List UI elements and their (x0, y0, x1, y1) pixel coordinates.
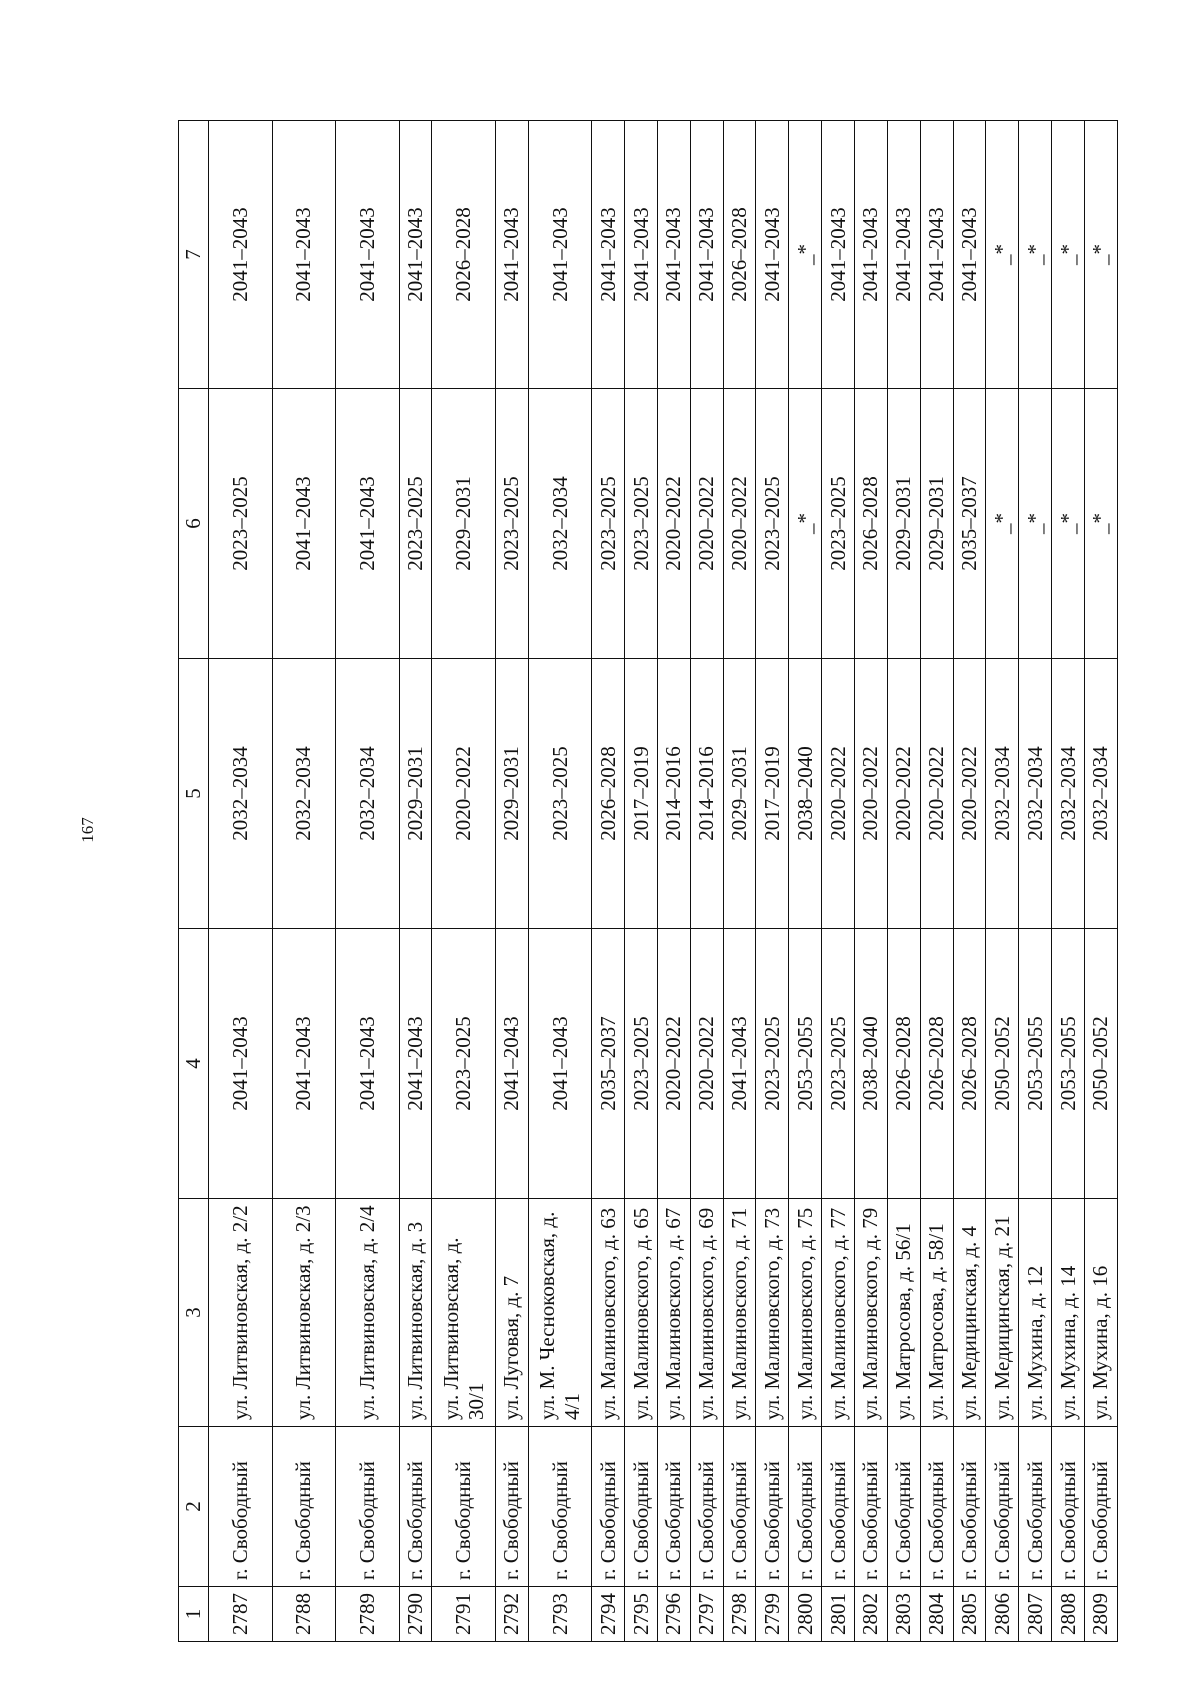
address-cell: ул. Малиновского, д. 63 (592, 1199, 625, 1427)
period-cell-4: 2041–2043 (336, 929, 400, 1199)
table-row (336, 121, 400, 1642)
city-cell: г. Свободный (272, 1427, 336, 1587)
table-row (887, 121, 920, 1642)
row-number-cell: 2790 (399, 1587, 432, 1642)
header-cell: 4 (179, 929, 209, 1199)
table-container (178, 121, 1118, 1642)
table-body (209, 121, 1118, 1642)
period-cell-5: 2020–2022 (855, 659, 888, 929)
table-row (723, 121, 756, 1642)
period-cell-7: 2026–2028 (432, 121, 496, 389)
table-row (1084, 121, 1117, 1642)
period-cell-5: 2032–2034 (209, 659, 273, 929)
row-number-cell: 2794 (592, 1587, 625, 1642)
period-cell-7: 2041–2043 (528, 121, 592, 389)
city-cell: г. Свободный (528, 1427, 592, 1587)
period-cell-4: 2050–2052 (1084, 929, 1117, 1199)
period-cell-4: 2026–2028 (920, 929, 953, 1199)
period-cell-4: 2053–2055 (789, 929, 822, 1199)
period-cell-7: _* (986, 121, 1019, 389)
period-cell-7: 2041–2043 (336, 121, 400, 389)
city-cell: г. Свободный (887, 1427, 920, 1587)
period-cell-4: 2023–2025 (432, 929, 496, 1199)
row-number-cell: 2799 (756, 1587, 789, 1642)
address-cell: ул. Малиновского, д. 77 (822, 1199, 855, 1427)
period-cell-5: 2032–2034 (1084, 659, 1117, 929)
period-cell-7: 2041–2043 (272, 121, 336, 389)
city-cell: г. Свободный (822, 1427, 855, 1587)
address-cell: ул. Литвиновская, д. 2/3 (272, 1199, 336, 1427)
row-number-cell: 2795 (625, 1587, 658, 1642)
period-cell-4: 2023–2025 (756, 929, 789, 1199)
header-cell: 7 (179, 121, 209, 389)
period-cell-7: 2041–2043 (690, 121, 723, 389)
city-cell: г. Свободный (690, 1427, 723, 1587)
period-cell-4: 2026–2028 (953, 929, 986, 1199)
period-cell-6: 2026–2028 (855, 389, 888, 659)
table-row (399, 121, 432, 1642)
period-cell-5: 2032–2034 (272, 659, 336, 929)
period-cell-7: _* (789, 121, 822, 389)
period-cell-7: 2041–2043 (592, 121, 625, 389)
period-cell-5: 2017–2019 (625, 659, 658, 929)
period-cell-6: 2032–2034 (528, 389, 592, 659)
period-cell-6: 2029–2031 (432, 389, 496, 659)
city-cell: г. Свободный (953, 1427, 986, 1587)
address-cell: ул. Мухина, д. 12 (1019, 1199, 1052, 1427)
address-cell: ул. Малиновского, д. 79 (855, 1199, 888, 1427)
city-cell: г. Свободный (756, 1427, 789, 1587)
period-cell-4: 2041–2043 (495, 929, 528, 1199)
period-cell-6: 2023–2025 (625, 389, 658, 659)
period-cell-7: 2041–2043 (887, 121, 920, 389)
period-cell-6: 2041–2043 (272, 389, 336, 659)
row-number-cell: 2788 (272, 1587, 336, 1642)
header-cell: 3 (179, 1199, 209, 1427)
address-cell: ул. Малиновского, д. 71 (723, 1199, 756, 1427)
period-cell-4: 2038–2040 (855, 929, 888, 1199)
address-cell: ул. Малиновского, д. 67 (657, 1199, 690, 1427)
city-cell: г. Свободный (657, 1427, 690, 1587)
period-cell-6: _* (789, 389, 822, 659)
table-row (528, 121, 592, 1642)
header-cell: 2 (179, 1427, 209, 1587)
city-cell: г. Свободный (855, 1427, 888, 1587)
city-cell: г. Свободный (495, 1427, 528, 1587)
city-cell: г. Свободный (432, 1427, 496, 1587)
period-cell-6: 2023–2025 (756, 389, 789, 659)
period-cell-4: 2041–2043 (272, 929, 336, 1199)
period-cell-4: 2023–2025 (625, 929, 658, 1199)
period-cell-7: 2041–2043 (657, 121, 690, 389)
period-cell-5: 2029–2031 (399, 659, 432, 929)
period-cell-4: 2041–2043 (399, 929, 432, 1199)
period-cell-4: 2023–2025 (822, 929, 855, 1199)
table-row (592, 121, 625, 1642)
header-cell: 5 (179, 659, 209, 929)
period-cell-6: 2023–2025 (495, 389, 528, 659)
period-cell-6: 2020–2022 (657, 389, 690, 659)
table-row (1052, 121, 1085, 1642)
period-cell-6: _* (986, 389, 1019, 659)
city-cell: г. Свободный (1052, 1427, 1085, 1587)
period-cell-5: 2029–2031 (723, 659, 756, 929)
period-cell-7: _* (1052, 121, 1085, 389)
city-cell: г. Свободный (625, 1427, 658, 1587)
address-cell: ул. Малиновского, д. 65 (625, 1199, 658, 1427)
city-cell: г. Свободный (986, 1427, 1019, 1587)
period-cell-7: 2041–2043 (822, 121, 855, 389)
period-cell-6: 2029–2031 (887, 389, 920, 659)
header-row (179, 121, 209, 1642)
period-cell-5: 2020–2022 (822, 659, 855, 929)
period-cell-7: 2026–2028 (723, 121, 756, 389)
period-cell-5: 2014–2016 (690, 659, 723, 929)
address-cell: ул. Литвиновская, д. 2/2 (209, 1199, 273, 1427)
period-cell-4: 2035–2037 (592, 929, 625, 1199)
row-number-cell: 2797 (690, 1587, 723, 1642)
period-cell-4: 2041–2043 (723, 929, 756, 1199)
address-cell: ул. Мухина, д. 16 (1084, 1199, 1117, 1427)
table-row (690, 121, 723, 1642)
period-cell-5: 2032–2034 (986, 659, 1019, 929)
period-cell-5: 2038–2040 (789, 659, 822, 929)
period-cell-5: 2017–2019 (756, 659, 789, 929)
period-cell-6: 2035–2037 (953, 389, 986, 659)
period-cell-6: 2029–2031 (920, 389, 953, 659)
period-cell-5: 2020–2022 (887, 659, 920, 929)
row-number-cell: 2793 (528, 1587, 592, 1642)
address-cell: ул. Мухина, д. 14 (1052, 1199, 1085, 1427)
period-cell-5: 2032–2034 (336, 659, 400, 929)
period-cell-6: _* (1052, 389, 1085, 659)
city-cell: г. Свободный (789, 1427, 822, 1587)
table-row (495, 121, 528, 1642)
row-number-cell: 2792 (495, 1587, 528, 1642)
period-cell-5: 2032–2034 (1052, 659, 1085, 929)
schedule-table (178, 120, 1118, 1642)
city-cell: г. Свободный (723, 1427, 756, 1587)
period-cell-7: 2041–2043 (209, 121, 273, 389)
period-cell-7: 2041–2043 (625, 121, 658, 389)
city-cell: г. Свободный (399, 1427, 432, 1587)
row-number-cell: 2807 (1019, 1587, 1052, 1642)
row-number-cell: 2801 (822, 1587, 855, 1642)
table-row (1019, 121, 1052, 1642)
row-number-cell: 2808 (1052, 1587, 1085, 1642)
address-cell: ул. Луговая, д. 7 (495, 1199, 528, 1427)
row-number-cell: 2804 (920, 1587, 953, 1642)
table-row (209, 121, 273, 1642)
page-number: 167 (78, 817, 97, 843)
period-cell-4: 2020–2022 (657, 929, 690, 1199)
city-cell: г. Свободный (336, 1427, 400, 1587)
city-cell: г. Свободный (1019, 1427, 1052, 1587)
period-cell-7: _* (1084, 121, 1117, 389)
period-cell-5: 2020–2022 (953, 659, 986, 929)
period-cell-5: 2026–2028 (592, 659, 625, 929)
row-number-cell: 2800 (789, 1587, 822, 1642)
period-cell-4: 2053–2055 (1052, 929, 1085, 1199)
period-cell-4: 2053–2055 (1019, 929, 1052, 1199)
table-row (272, 121, 336, 1642)
table-row (855, 121, 888, 1642)
address-cell: ул. Матросова, д. 58/1 (920, 1199, 953, 1427)
period-cell-6: 2023–2025 (592, 389, 625, 659)
table-row (657, 121, 690, 1642)
address-cell: ул. Матросова, д. 56/1 (887, 1199, 920, 1427)
period-cell-6: 2020–2022 (690, 389, 723, 659)
period-cell-5: 2020–2022 (920, 659, 953, 929)
period-cell-6: 2023–2025 (822, 389, 855, 659)
table-row (789, 121, 822, 1642)
table-row (432, 121, 496, 1642)
period-cell-4: 2020–2022 (690, 929, 723, 1199)
address-cell: ул. Малиновского, д. 75 (789, 1199, 822, 1427)
period-cell-4: 2041–2043 (209, 929, 273, 1199)
period-cell-7: 2041–2043 (920, 121, 953, 389)
period-cell-7: _* (1019, 121, 1052, 389)
table-row (986, 121, 1019, 1642)
period-cell-5: 2032–2034 (1019, 659, 1052, 929)
table-row (953, 121, 986, 1642)
period-cell-5: 2029–2031 (495, 659, 528, 929)
period-cell-6: _* (1019, 389, 1052, 659)
table-row (920, 121, 953, 1642)
city-cell: г. Свободный (592, 1427, 625, 1587)
header-cell: 6 (179, 389, 209, 659)
row-number-cell: 2802 (855, 1587, 888, 1642)
period-cell-4: 2026–2028 (887, 929, 920, 1199)
period-cell-6: _* (1084, 389, 1117, 659)
address-cell: ул. Литвиновская, д. 3 (399, 1199, 432, 1427)
row-number-cell: 2796 (657, 1587, 690, 1642)
row-number-cell: 2798 (723, 1587, 756, 1642)
period-cell-7: 2041–2043 (756, 121, 789, 389)
city-cell: г. Свободный (920, 1427, 953, 1587)
row-number-cell: 2803 (887, 1587, 920, 1642)
address-cell: ул. Малиновского, д. 73 (756, 1199, 789, 1427)
address-cell: ул. Малиновского, д. 69 (690, 1199, 723, 1427)
table-row (822, 121, 855, 1642)
period-cell-4: 2041–2043 (528, 929, 592, 1199)
period-cell-6: 2020–2022 (723, 389, 756, 659)
period-cell-7: 2041–2043 (953, 121, 986, 389)
header-cell: 1 (179, 1587, 209, 1642)
row-number-cell: 2805 (953, 1587, 986, 1642)
row-number-cell: 2809 (1084, 1587, 1117, 1642)
row-number-cell: 2791 (432, 1587, 496, 1642)
period-cell-5: 2014–2016 (657, 659, 690, 929)
address-cell: ул. Медицинская, д. 21 (986, 1199, 1019, 1427)
table-row (625, 121, 658, 1642)
address-cell: ул. М. Чесноковская, д. 4/1 (528, 1199, 592, 1427)
period-cell-4: 2050–2052 (986, 929, 1019, 1199)
city-cell: г. Свободный (209, 1427, 273, 1587)
table-row (756, 121, 789, 1642)
address-cell: ул. Литвиновская, д. 2/4 (336, 1199, 400, 1427)
address-cell: ул. Медицинская, д. 4 (953, 1199, 986, 1427)
period-cell-5: 2020–2022 (432, 659, 496, 929)
period-cell-7: 2041–2043 (855, 121, 888, 389)
city-cell: г. Свободный (1084, 1427, 1117, 1587)
row-number-cell: 2806 (986, 1587, 1019, 1642)
period-cell-6: 2023–2025 (399, 389, 432, 659)
period-cell-7: 2041–2043 (399, 121, 432, 389)
row-number-cell: 2789 (336, 1587, 400, 1642)
address-cell: ул. Литвиновская, д. 30/1 (432, 1199, 496, 1427)
period-cell-6: 2023–2025 (209, 389, 273, 659)
period-cell-6: 2041–2043 (336, 389, 400, 659)
row-number-cell: 2787 (209, 1587, 273, 1642)
period-cell-7: 2041–2043 (495, 121, 528, 389)
period-cell-5: 2023–2025 (528, 659, 592, 929)
